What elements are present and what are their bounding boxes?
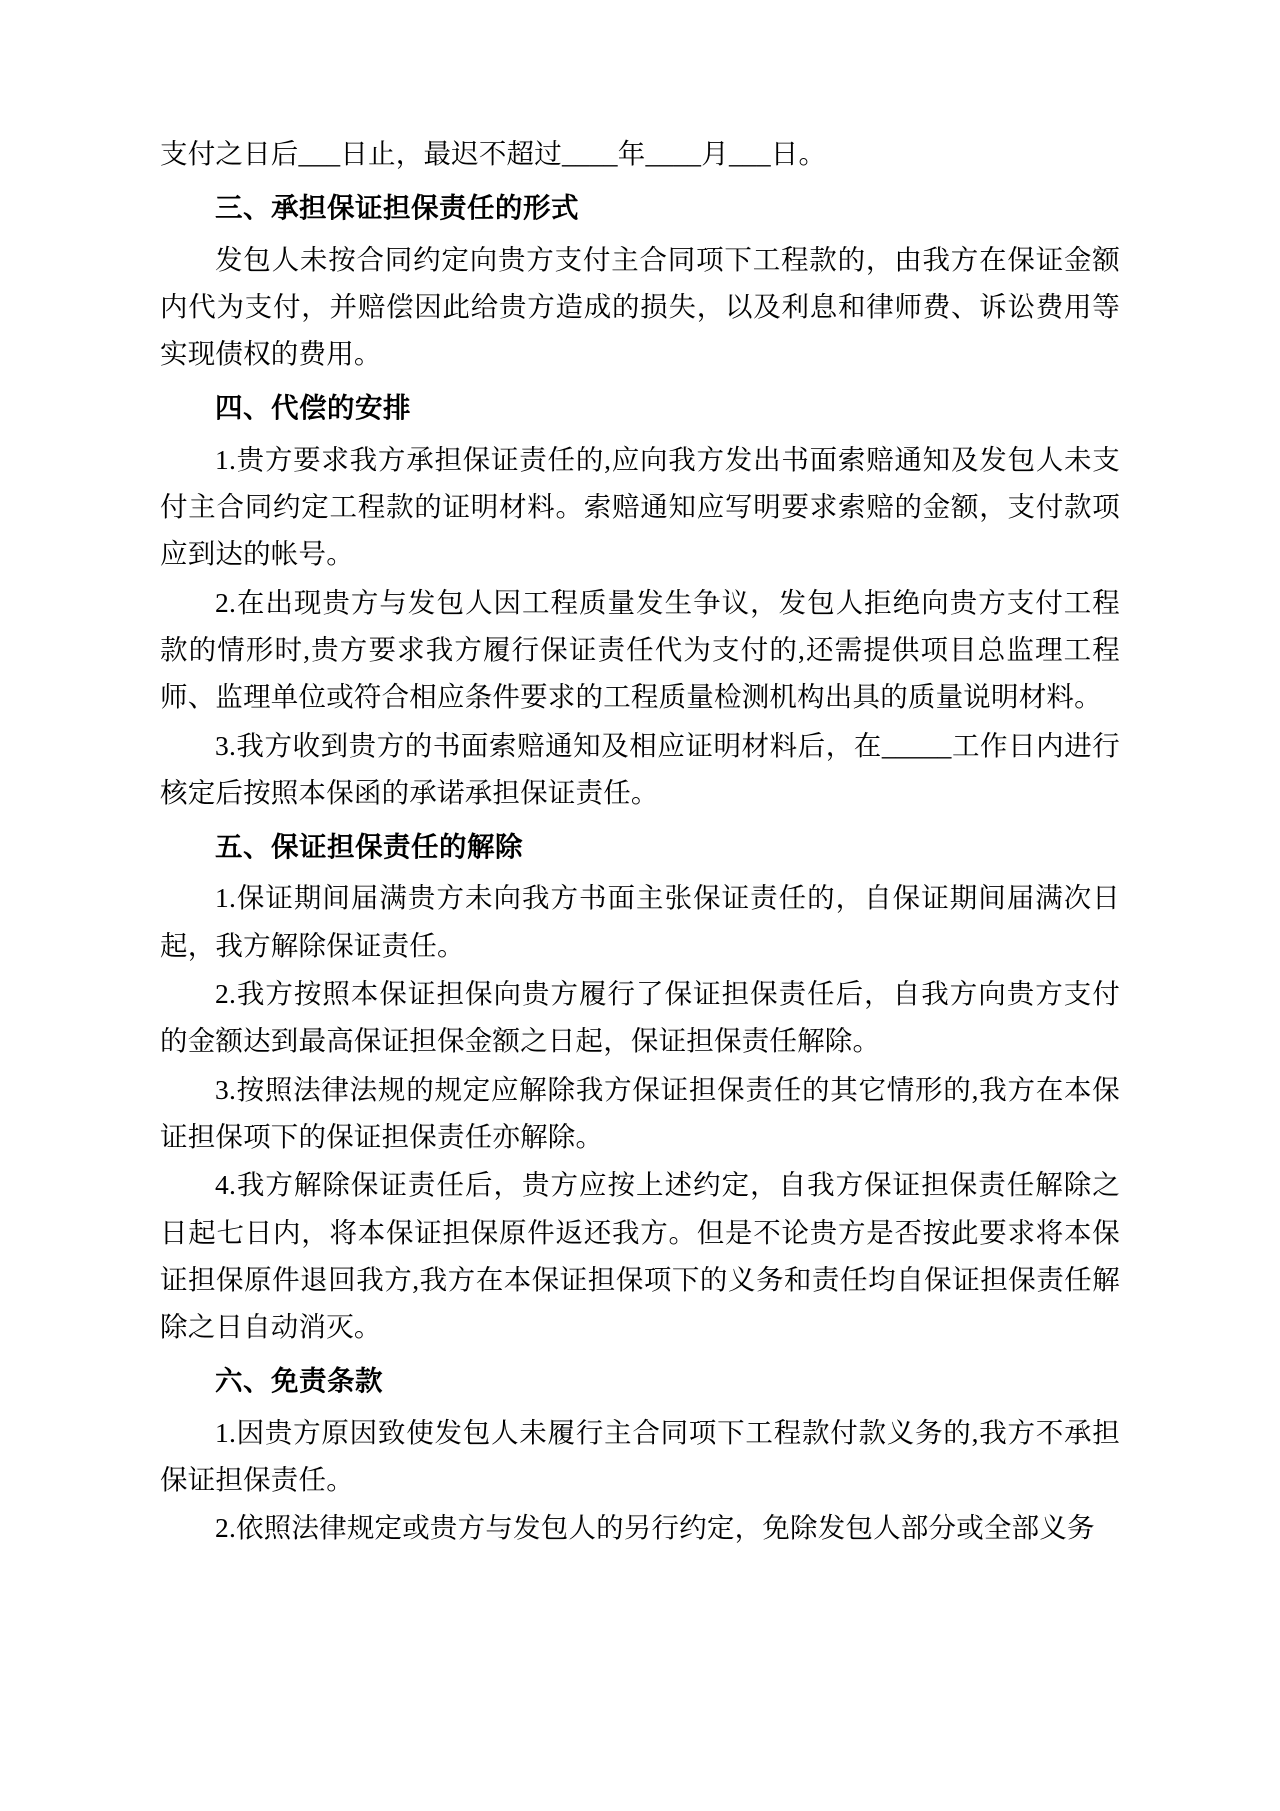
section-four-item-2: 2.在出现贵方与发包人因工程质量发生争议，发包人拒绝向贵方支付工程款的情形时,贵方要求我方履行保证责任代为支付的,还需提供项目总监理工程师、监理单位或符合相应条件要求的工程质量检测机构出具的质量说明材料。 xyxy=(160,586,1120,713)
document-body xyxy=(160,130,1120,1552)
section-six-heading: 六、免责条款 xyxy=(215,1365,383,1397)
section-six-item-1: 1.因贵方原因致使发包人未履行主合同项下工程款付款义务的,我方不承担保证担保责任。 xyxy=(160,1416,1120,1496)
section-four-item-3: 3.我方收到贵方的书面索赔通知及相应证明材料后，在_____工作日内进行核定后按照本保函的承诺承担保证责任。 xyxy=(160,729,1120,808)
line-continued: 支付之日后___日止，最迟不超过____年____月___日。 xyxy=(160,138,827,169)
section-three-heading: 三、承担保证担保责任的形式 xyxy=(215,192,579,224)
section-three-body: 发包人未按合同约定向贵方支付主合同项下工程款的，由我方在保证金额内代为支付，并赔偿因此给贵方造成的损失，以及利息和律师费、诉讼费用等实现债权的费用。 xyxy=(160,243,1120,370)
section-four-heading: 四、代偿的安排 xyxy=(215,392,411,424)
section-five-heading: 五、保证担保责任的解除 xyxy=(215,831,523,863)
section-four-item-1: 1.贵方要求我方承担保证责任的,应向我方发出书面索赔通知及发包人未支付主合同约定工程款的证明材料。索赔通知应写明要求索赔的金额，支付款项应到达的帐号。 xyxy=(160,443,1120,570)
section-five-item-1: 1.保证期间届满贵方未向我方书面主张保证责任的，自保证期间届满次日起，我方解除保证责任。 xyxy=(160,882,1120,961)
section-five-item-4: 4.我方解除保证责任后，贵方应按上述约定，自我方保证担保责任解除之日起七日内，将本保证担保原件返还我方。但是不论贵方是否按此要求将本保证担保原件退回我方,我方在本保证担保项下的义务和责任均自保证担保责任解除之日自动消灭。 xyxy=(160,1169,1120,1343)
section-five-item-2: 2.我方按照本保证担保向贵方履行了保证担保责任后，自我方向贵方支付的金额达到最高保证担保金额之日起，保证担保责任解除。 xyxy=(160,978,1120,1057)
section-five-item-3: 3.按照法律法规的规定应解除我方保证担保责任的其它情形的,我方在本保证担保项下的保证担保责任亦解除。 xyxy=(160,1073,1120,1152)
section-six-item-2: 2.依照法律规定或贵方与发包人的另行约定，免除发包人部分或全部义务 xyxy=(215,1512,1095,1544)
